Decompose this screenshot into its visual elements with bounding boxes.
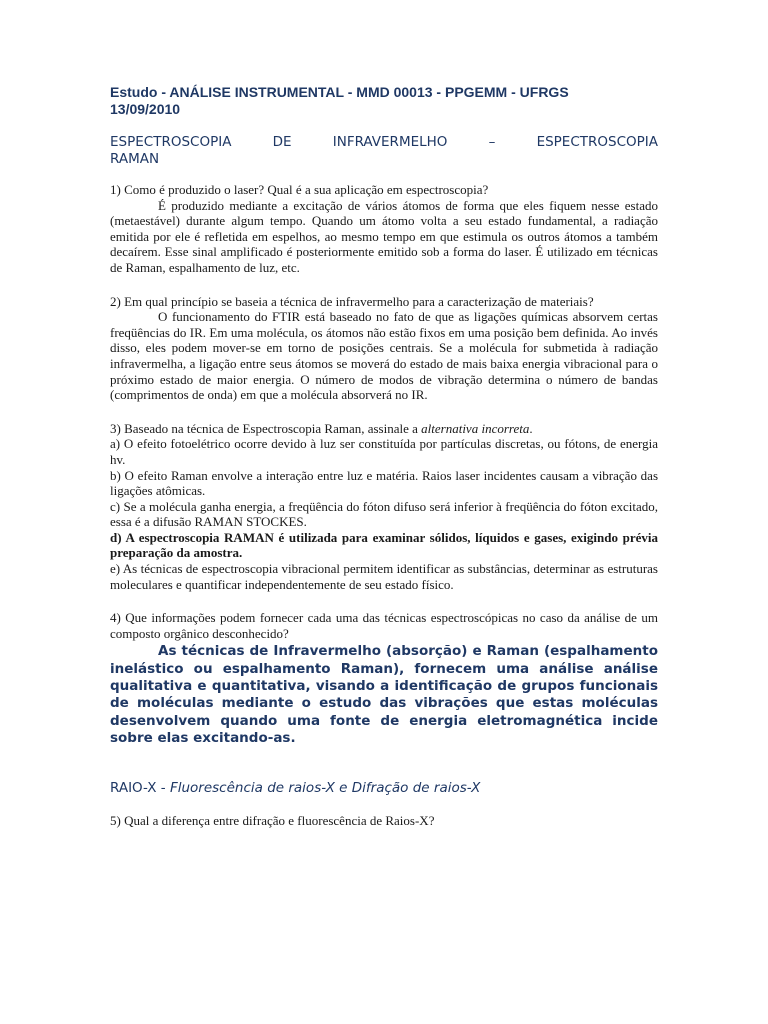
option-d: d) A espectroscopia RAMAN é utilizada para examinar sólidos, líquidos e gases, exigindo prévia preparação da amostra.	[110, 529, 658, 561]
answer-2: O funcionamento do FTIR está baseado no fato de que as ligações químicas absorvem certas freqüências do IR. Em uma molécula, os átomos não estão fixos em uma posição bem definida. Ao invés disso, eles podem mover-se em torno de posições centrais. Se a molécula for submetida à radiação infravermelha, a ligação entre seus átomos se moverá do estado de mais baixa energia vibracional para o próximo estado de maior energia. O número de modos de vibração determina o número de bandas (comprimentos de onda) em que a molécula absorverá no IR.	[110, 309, 658, 403]
option-a: a) O efeito fotoelétrico ocorre devido à luz ser constituída por partículas discretas, ou fótons, de energia hv.	[110, 436, 658, 467]
section2-prefix: RAIO-X -	[110, 780, 170, 797]
question-4: 4) Que informações podem fornecer cada uma das técnicas espectroscópicas no caso da análise de um composto orgânico desconhecido?	[110, 610, 658, 641]
document-page	[110, 84, 658, 829]
section1-heading-line2: RAMAN	[110, 151, 160, 167]
question-3-italic: alternativa incorreta	[421, 420, 530, 436]
question-3-prefix: 3) Baseado na técnica de Espectroscopia Raman, assinale a	[110, 420, 422, 436]
question-2: 2) Em qual princípio se baseia a técnica de infravermelho para a caracterização de materiais?	[110, 293, 594, 309]
section2-heading	[110, 780, 658, 797]
option-b: b) O efeito Raman envolve a interação entre luz e matéria. Raios laser incidentes causam a vibração das ligações atômicas.	[110, 467, 658, 499]
option-c: c) Se a molécula ganha energia, a freqüência do fóton difuso será inferior à freqüência do fóton excitado, essa é a difusão RAMAN STOCKES.	[110, 498, 658, 530]
question-5: 5) Qual a diferença entre difração e fluorescência de Raios-X?	[110, 813, 435, 829]
question-3-suffix: .	[529, 420, 533, 436]
option-e: e) As técnicas de espectroscopia vibracional permitem identificar as substâncias, determinar as estruturas moleculares e quantificar independentemente de seu estado físico.	[110, 561, 658, 592]
answer-4: As técnicas de Infravermelho (absorção) e Raman (espalhamento inelástico ou espalhamento Raman), fornecem uma análise análise qualitativa e quantitativa, visando a identificação de grupos funcionais de moléculas mediante o estudo das vibrações que estas moléculas desenvolvem quando uma fonte de energia eletromagnética incide sobre elas excitando-as.	[110, 643, 658, 746]
document-title	[110, 84, 658, 118]
question-1: 1) Como é produzido o laser? Qual é a sua aplicação em espectroscopia?	[110, 182, 489, 197]
title-line-1: Estudo - ANÁLISE INSTRUMENTAL - MMD 00013 - PPGEMM - UFRGS	[110, 84, 569, 100]
answer-1: É produzido mediante a excitação de vários átomos de forma que eles fiquem nesse estado (metaestável) durante algum tempo. Quando um átomo volta a seu estado fundamental, a radiação emitida por ele é refletida em espelhos, ao mesmo tempo em que estimula os outros átomos a também decaírem. Esse sinal amplificado é posteriormente emitido sob a forma do laser. É utilizado em técnicas de Raman, espalhamento de luz, etc.	[110, 197, 658, 275]
title-date: 13/09/2010	[110, 101, 181, 117]
question-3	[110, 421, 658, 437]
section1-heading-line1: ESPECTROSCOPIA DE INFRAVERMELHO – ESPECTROSCOPIA	[110, 134, 658, 150]
section2-italic: Fluorescência de raios-X e Difração de raios-X	[169, 780, 481, 797]
